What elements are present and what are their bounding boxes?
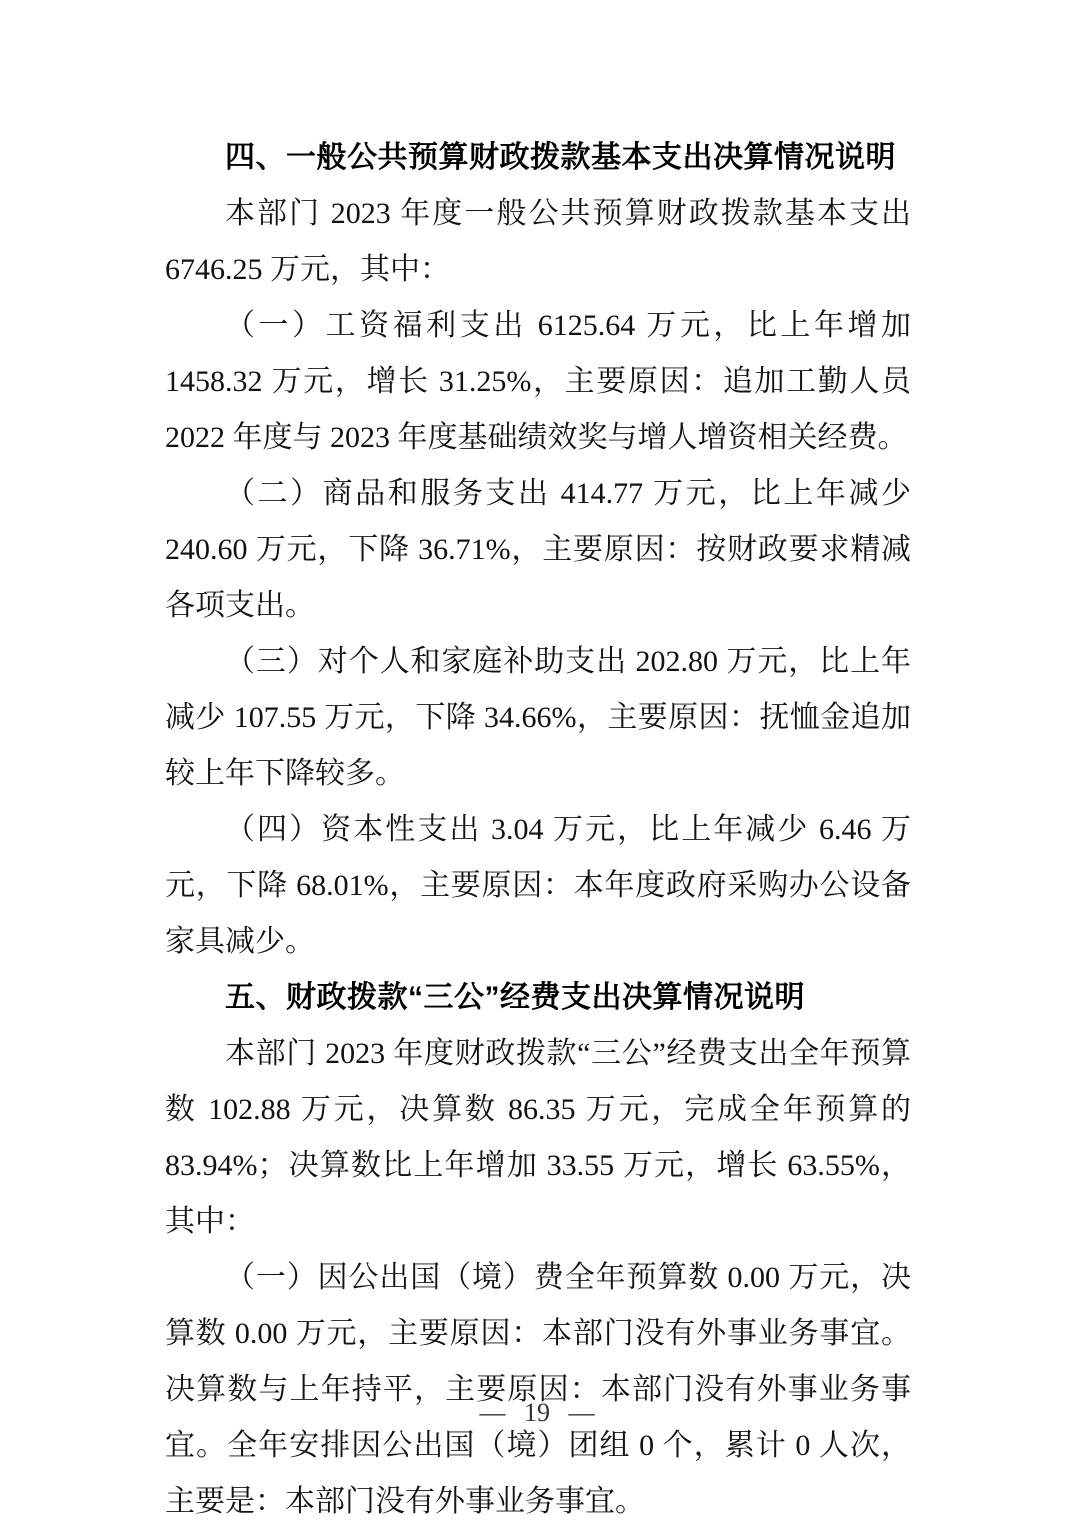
paragraph-basic-expenditure-intro: 本部门 2023 年度一般公共预算财政拨款基本支出 6746.25 万元，其中： (165, 197, 911, 286)
document-body (165, 130, 911, 1520)
page-number: — 19 — (479, 1398, 595, 1427)
paragraph-overseas-travel: （一）因公出国（境）费全年预算数 0.00 万元，决算数 0.00 万元，主要原因：本部门没有外事业务事宜。决算数与上年持平，主要原因：本部门没有外事业务事宜。全年安排因公出国（境）团组 0 个，累计 0 人次，主要是：本部门没有外事业务事宜。 (165, 1261, 911, 1518)
paragraph-wage-welfare: （一）工资福利支出 6125.64 万元，比上年增加 1458.32 万元，增长 31.25%，主要原因：追加工勤人员 2022 年度与 2023 年度基础绩效奖与增人增资相关经费。 (165, 309, 911, 454)
paragraph-capital-expenditure: （四）资本性支出 3.04 万元，比上年减少 6.46 万元，下降 68.01%，主要原因：本年度政府采购办公设备家具减少。 (165, 813, 911, 958)
page-footer (0, 1398, 1074, 1428)
section-heading-basic-expenditure: 四、一般公共预算财政拨款基本支出决算情况说明 (225, 141, 896, 174)
section-heading-three-public-funds: 五、财政拨款“三公”经费支出决算情况说明 (225, 981, 805, 1014)
paragraph-goods-services: （二）商品和服务支出 414.77 万元，比上年减少 240.60 万元，下降 36.71%，主要原因：按财政要求精减各项支出。 (165, 477, 911, 622)
paragraph-three-public-intro: 本部门 2023 年度财政拨款“三公”经费支出全年预算数 102.88 万元，决算数 86.35 万元，完成全年预算的 83.94%；决算数比上年增加 33.55 万元，增长 63.55%，其中： (165, 1037, 911, 1238)
paragraph-individual-family-subsidy: （三）对个人和家庭补助支出 202.80 万元，比上年减少 107.55 万元，下降 34.66%，主要原因：抚恤金追加较上年下降较多。 (165, 645, 911, 790)
